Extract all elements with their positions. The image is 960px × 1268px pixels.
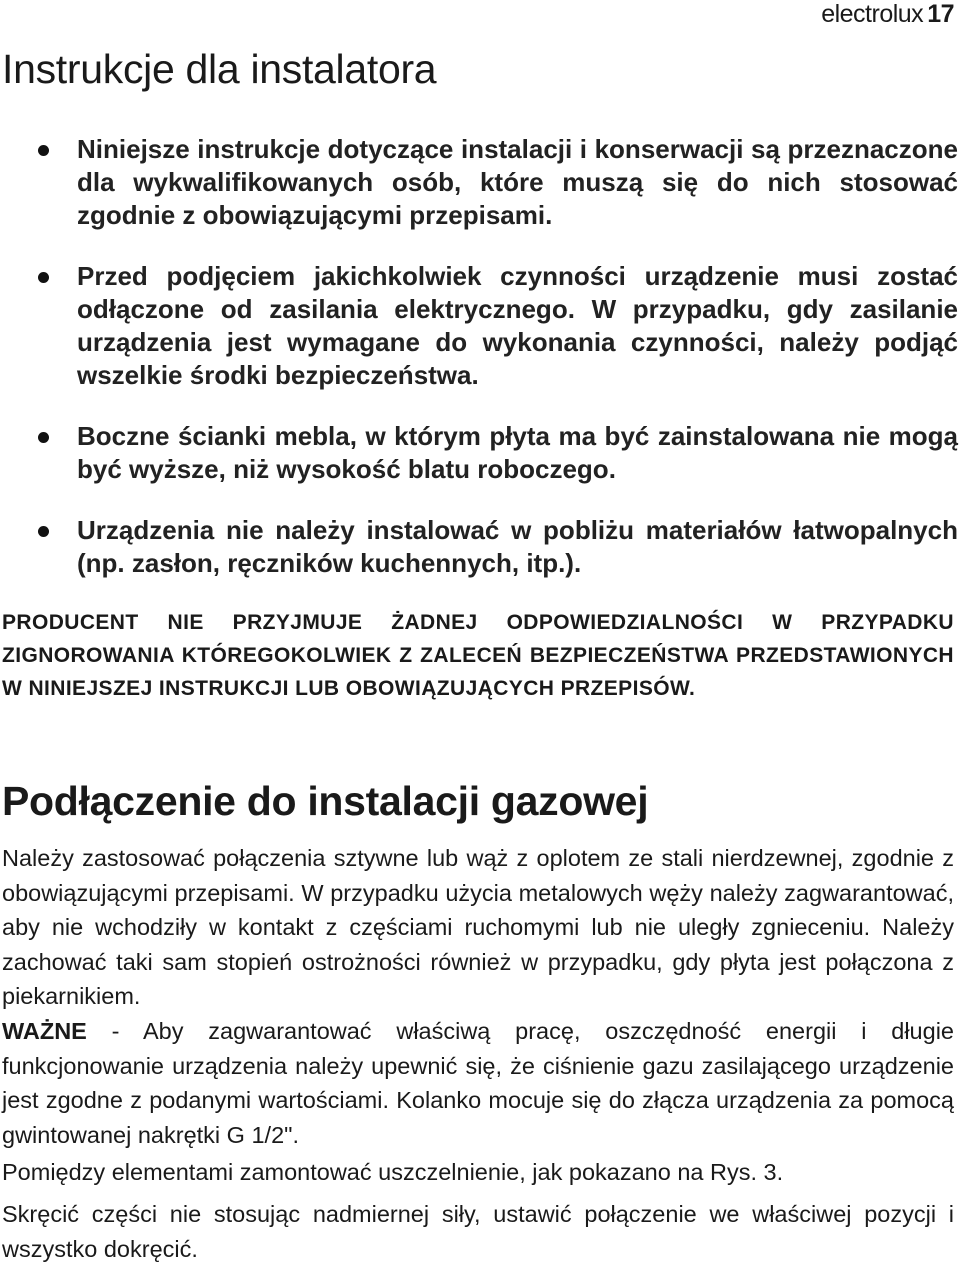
- section-title-installer: Instrukcje dla instalatora: [2, 46, 437, 92]
- important-paragraph: [2, 1014, 954, 1152]
- page-header: [821, 0, 954, 29]
- bullet-text: Boczne ścianki mebla, w którym płyta ma być zainstalowana nie mogą być wyższe, niż wysokość blatu roboczego.: [77, 421, 958, 484]
- seal-paragraph: Pomiędzy elementami zamontować uszczelnienie, jak pokazano na Rys. 3.: [2, 1159, 784, 1185]
- tighten-paragraph: Skręcić części nie stosując nadmiernej siły, ustawić połączenie we właściwej pozycji i wszystko dokręcić.: [2, 1201, 954, 1262]
- liability-warning: PRODUCENT NIE PRZYJMUJE ŻADNEJ ODPOWIEDZIALNOŚCI W PRZYPADKU ZIGNOROWANIA KTÓREGOKOLWIEK Z ZALECEŃ BEZPIECZEŃSTWA PRZEDSTAWIONYCH W NINIEJSZEJ INSTRUKCJI LUB OBOWIĄZUJĄCYCH PRZEPISÓW.: [2, 611, 954, 700]
- bullet-item: [0, 260, 958, 392]
- safety-bullet-list: [0, 133, 958, 608]
- bullet-item: [0, 514, 958, 580]
- bullet-dot-icon: [38, 272, 49, 283]
- bullet-text: Przed podjęciem jakichkolwiek czynności urządzenie musi zostać odłączone od zasilania elektrycznego. W przypadku, gdy zasilanie urządzenia jest wymagane do wykonania czynności, należy podjąć wszelkie środki bezpieczeństwa.: [77, 261, 958, 390]
- bullet-text: Niniejsze instrukcje dotyczące instalacji i konserwacji są przeznaczone dla wykwalifikowanych osób, które muszą się do nich stosować zgodnie z obowiązującymi przepisami.: [77, 134, 958, 230]
- bullet-dot-icon: [38, 526, 49, 537]
- bullet-item: [0, 133, 958, 232]
- important-label: WAŻNE: [2, 1018, 87, 1044]
- section-title-gas-connection: Podłączenie do instalacji gazowej: [2, 778, 649, 824]
- bullet-dot-icon: [38, 432, 49, 443]
- page-number: 17: [927, 0, 954, 28]
- important-text: - Aby zagwarantować właściwą pracę, oszczędność energii i długie funkcjonowanie urządzenia należy upewnić się, że ciśnienie gazu zasilającego urządzenie jest zgodne z podanymi wartościami. Kolanko mocuje się do złącza urządzenia za pomocą gwintowanej nakrętki G 1/2".: [2, 1018, 954, 1148]
- brand-name: electrolux: [821, 0, 924, 28]
- gas-connection-paragraph: Należy zastosować połączenia sztywne lub wąż z oplotem ze stali nierdzewnej, zgodnie z obowiązującymi przepisami. W przypadku użycia metalowych węży należy zagwarantować, aby nie wchodziły w kontakt z częściami ruchomymi lub nie uległy zgnieceniu. Należy zachować taki sam stopień ostrożności również w przypadku, gdy płyta jest połączona z piekarnikiem.: [2, 845, 954, 1009]
- bullet-dot-icon: [38, 145, 49, 156]
- bullet-text: Urządzenia nie należy instalować w pobliżu materiałów łatwopalnych (np. zasłon, ręczników kuchennych, itp.).: [77, 515, 958, 578]
- bullet-item: [0, 420, 958, 486]
